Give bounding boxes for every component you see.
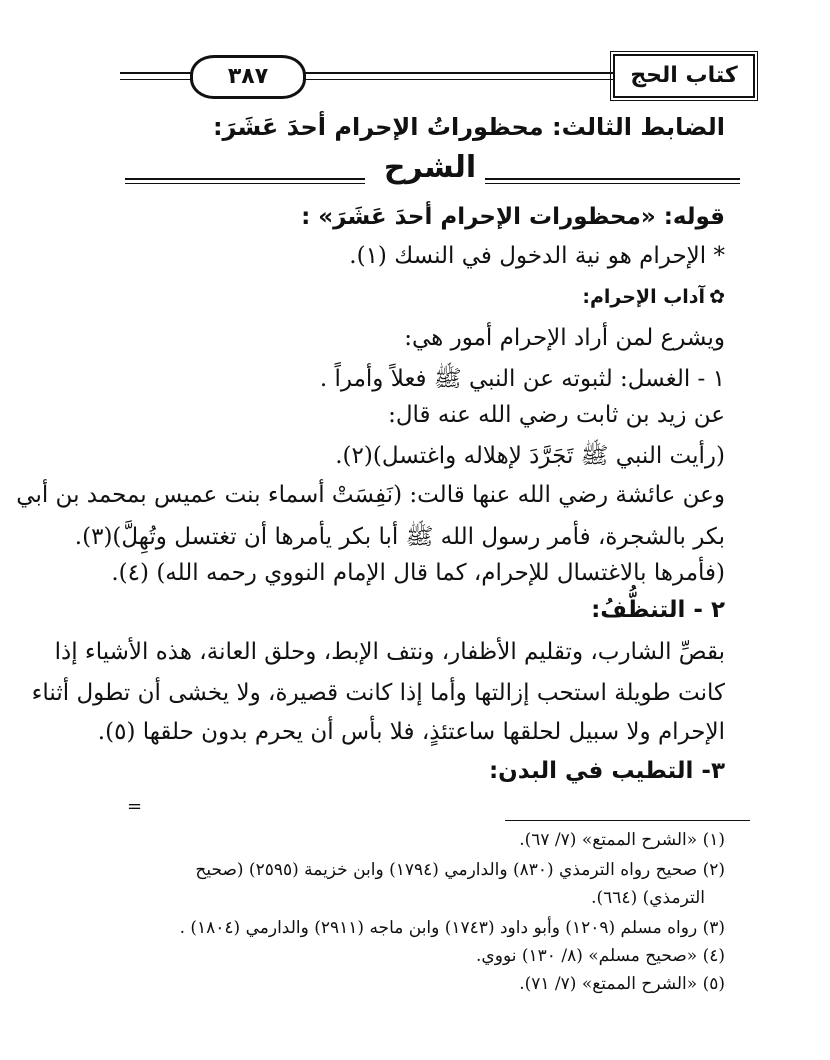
sharh-rule-left (125, 178, 365, 180)
adab-title: آداب الإحرام: (582, 286, 706, 308)
footnote-2: (٢) صحيح رواه الترمذي (٨٣٠) والدارمي (١٧٩٤) وابن خزيمة (٢٥٩٥) (صحيح (195, 860, 725, 880)
footnote-3: (٣) رواه مسلم (١٢٠٩) وأبو داود (١٧٤٣) وابن ماجه (٢٩١١) والدارمي (١٨٠٤) . (179, 918, 725, 938)
footnote-5: (٥) «الشرح الممتع» (٧/ ٧١). (519, 974, 725, 994)
para-line-2: كانت طويلة استحب إزالتها وأما إذا كانت قصيرة، ولا يخشى أن تطول أثناء (31, 680, 725, 706)
sharh-rule-right (485, 178, 740, 180)
item2-line: ٢ - التنظُّفُ: (591, 597, 725, 623)
zaid-line: عن زيد بن ثابت رضي الله عنه قال: (388, 402, 725, 428)
footnote-rule (505, 820, 750, 821)
nawawi-line: (فأمرها بالاغتسال للإحرام، كما قال الإمام النووي رحمه الله) (٤). (111, 560, 725, 586)
item3-line: ٣- التطيب في البدن: (488, 758, 725, 784)
intro-line: ويشرع لمن أراد الإحرام أمور هي: (404, 325, 725, 351)
para-line-3: الإحرام ولا سبيل لحلقها ساعتئذٍ، فلا بأس أن يحرم بدون حلقها (٥). (97, 719, 725, 745)
sharh-title: الشرح (383, 150, 477, 185)
hadith1-line: (رأيت النبي ﷺ تَجَرَّدَ لإهلاله واغتسل)(٢). (335, 443, 725, 469)
aisha-line-1: وعن عائشة رضي الله عنها قالت: (نَفِسَتْ أسماء بنت عميس بمحمد بن أبي (16, 482, 725, 508)
adab-heading (582, 286, 725, 308)
definition-line: * الإحرام هو نية الدخول في النسك (١). (349, 243, 725, 269)
qawluh-line: قوله: «محظورات الإحرام أحدَ عَشَرَ» : (301, 204, 725, 230)
continuation-mark: = (127, 796, 143, 817)
flower-icon: ✿ (709, 286, 725, 308)
page-header (120, 52, 755, 100)
aisha-line-2: بكر بالشجرة، فأمر رسول الله ﷺ أبا بكر يأمرها أن تغتسل وتُهِلَّ)(٣). (74, 524, 725, 550)
page-number: ٣٨٧ (190, 55, 306, 99)
footnote-1: (١) «الشرح الممتع» (٧/ ٦٧). (519, 830, 725, 850)
footnote-4: (٤) «صحيح مسلم» (٨/ ١٣٠) نووي. (476, 946, 725, 966)
para-line-1: بقصِّ الشارب، وتقليم الأظفار، ونتف الإبط، وحلق العانة، هذه الأشياء إذا (54, 639, 725, 665)
section-heading: الضابط الثالث: محظوراتُ الإحرام أحدَ عَشَرَ: (212, 113, 725, 141)
item1-line: ١ - الغسل: لثبوته عن النبي ﷺ فعلاً وأمراً . (319, 366, 725, 392)
footnote-2-cont: الترمذي) (٦٦٤). (591, 888, 705, 908)
book-title: كتاب الحج (613, 54, 755, 98)
